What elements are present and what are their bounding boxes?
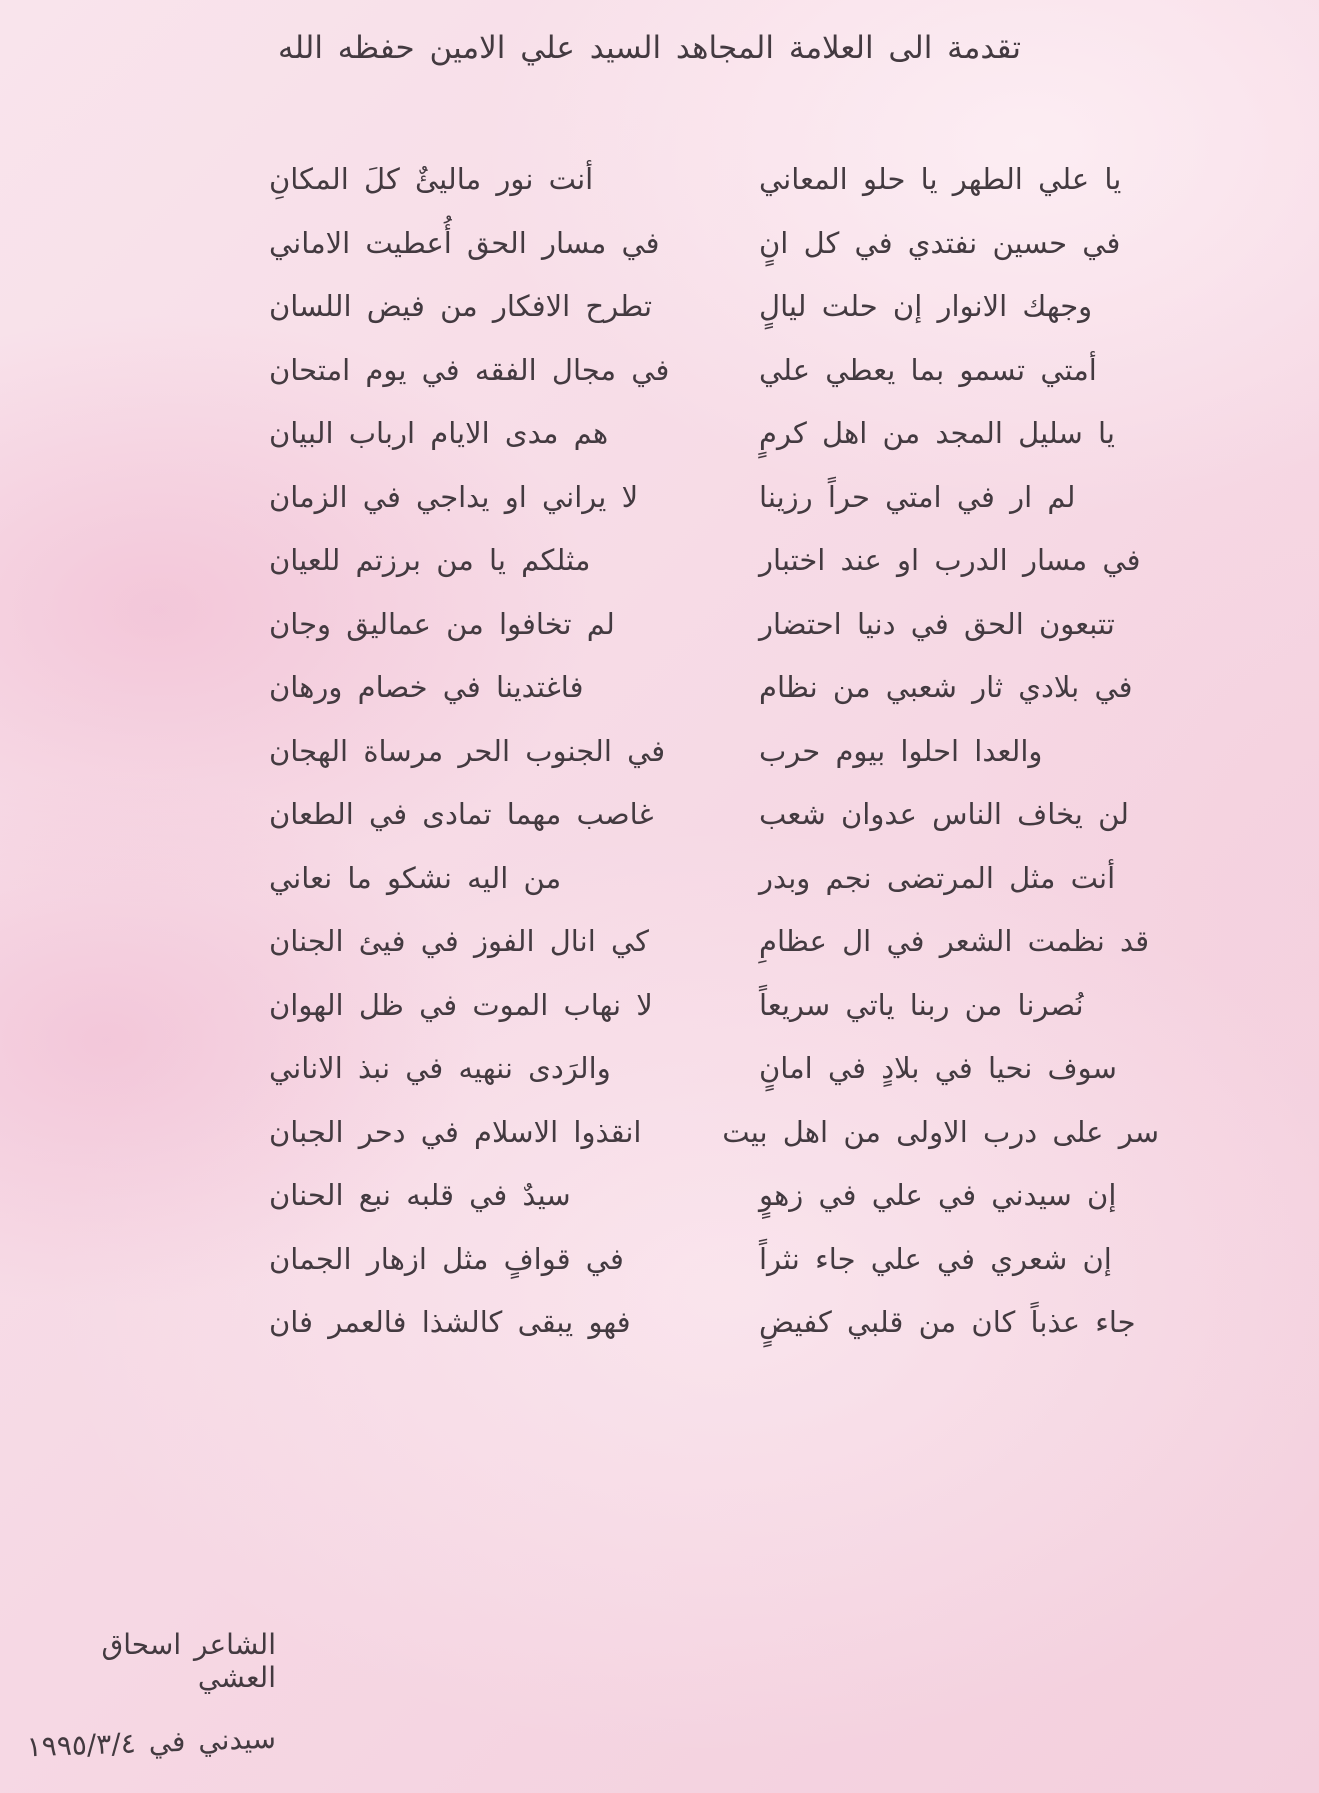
verse-row — [0, 529, 1319, 593]
hemistich-left: لا نهاب الموت في ظل الهوان — [269, 987, 653, 1022]
hemistich-right: لن يخاف الناس عدوان شعب — [759, 797, 1130, 831]
hemistich-right: يا سليل المجد من اهل كرمٍ — [759, 416, 1115, 450]
hemistich-left: فهو يبقى كالشذا فالعمر فان — [269, 1305, 631, 1339]
hemistich-left: أنت نور ماليئٌ كلَ المكانِ — [269, 162, 594, 196]
hemistich-right: إن سيدني في علي في زهوٍ — [759, 1178, 1117, 1212]
hemistich-left: في قوافٍ مثل ازهار الجمان — [269, 1241, 624, 1276]
hemistich-right: سر على درب الاولى من اهل بيت — [722, 1114, 1159, 1149]
verse-row — [0, 910, 1319, 974]
verse-row — [0, 1101, 1319, 1165]
hemistich-left: مثلكم يا من برزتم للعيان — [269, 543, 591, 577]
verse-row — [0, 593, 1319, 657]
dedication-title: تقدمة الى العلامة المجاهد السيد علي الامين حفظه الله — [278, 30, 1021, 66]
hemistich-left: من اليه نشكو ما نعاني — [269, 860, 562, 895]
hemistich-right: لم ار في امتي حراً رزينا — [759, 479, 1076, 514]
hemistich-left: تطرح الافكار من فيض اللسان — [269, 289, 653, 323]
hemistich-left: فاغتدينا في خصام ورهان — [269, 670, 584, 704]
hemistich-right: قد نظمت الشعر في ال عظامِ — [759, 924, 1150, 958]
hemistich-left: في الجنوب الحر مرساة الهجان — [269, 733, 666, 768]
hemistich-right: وجهك الانوار إن حلت ليالٍ — [759, 289, 1093, 323]
verse-row — [0, 1037, 1319, 1101]
hemistich-right: يا علي الطهر يا حلو المعاني — [759, 162, 1122, 196]
hemistich-right: إن شعري في علي جاء نثراً — [759, 1241, 1112, 1276]
hemistich-right: في بلادي ثار شعبي من نظام — [759, 670, 1133, 704]
hemistich-left: غاصب مهما تمادى في الطعان — [269, 797, 654, 831]
verse-row — [0, 1291, 1319, 1355]
verse-row — [0, 275, 1319, 339]
hemistich-right: نُصرنا من ربنا ياتي سريعاً — [759, 987, 1084, 1022]
verse-row — [0, 783, 1319, 847]
hemistich-left: والرَدى ننهيه في نبذ الاناني — [269, 1051, 611, 1085]
hemistich-right: تتبعون الحق في دنيا احتضار — [759, 606, 1115, 641]
hemistich-left: هم مدى الايام ارباب البيان — [269, 416, 609, 450]
hemistich-left: لا يراني او يداجي في الزمان — [269, 479, 639, 514]
hemistich-right: أمتي تسمو بما يعطي علي — [759, 352, 1097, 387]
hemistich-left: في مسار الحق أُعطيت الاماني — [269, 225, 660, 260]
signature-block — [26, 1628, 277, 1764]
hemistich-right: في حسين نفتدي في كل انٍ — [759, 225, 1121, 260]
hemistich-left: سيدٌ في قلبه نبع الحنان — [269, 1178, 571, 1212]
verse-row — [0, 466, 1319, 530]
hemistich-left: كي انال الفوز في فيئ الجنان — [269, 924, 649, 958]
verse-row — [0, 148, 1319, 212]
verse-row — [0, 339, 1319, 403]
verse-list — [0, 148, 1319, 1355]
hemistich-right: سوف نحيا في بلادٍ في امانٍ — [759, 1051, 1117, 1085]
hemistich-left: في مجال الفقه في يوم امتحان — [269, 352, 670, 387]
verse-row — [0, 656, 1319, 720]
verse-row — [0, 402, 1319, 466]
verse-row — [0, 1228, 1319, 1292]
hemistich-left: لم تخافوا من عماليق وجان — [269, 606, 615, 641]
verse-row — [0, 1164, 1319, 1228]
verse-row — [0, 974, 1319, 1038]
hemistich-right: أنت مثل المرتضى نجم وبدر — [759, 860, 1116, 895]
signature-date: سيدني في ١٩٩٥/٣/٤ — [26, 1721, 277, 1764]
hemistich-right: جاء عذباً كان من قلبي كفيضٍ — [759, 1305, 1136, 1339]
poet-signature: الشاعر اسحاق العشي — [101, 1628, 276, 1694]
verse-row — [0, 847, 1319, 911]
hemistich-right: في مسار الدرب او عند اختبار — [759, 543, 1141, 577]
verse-row — [0, 212, 1319, 276]
verse-row — [0, 720, 1319, 784]
hemistich-right: والعدا احلوا بيوم حرب — [759, 733, 1043, 768]
hemistich-left: انقذوا الاسلام في دحر الجبان — [269, 1114, 642, 1149]
